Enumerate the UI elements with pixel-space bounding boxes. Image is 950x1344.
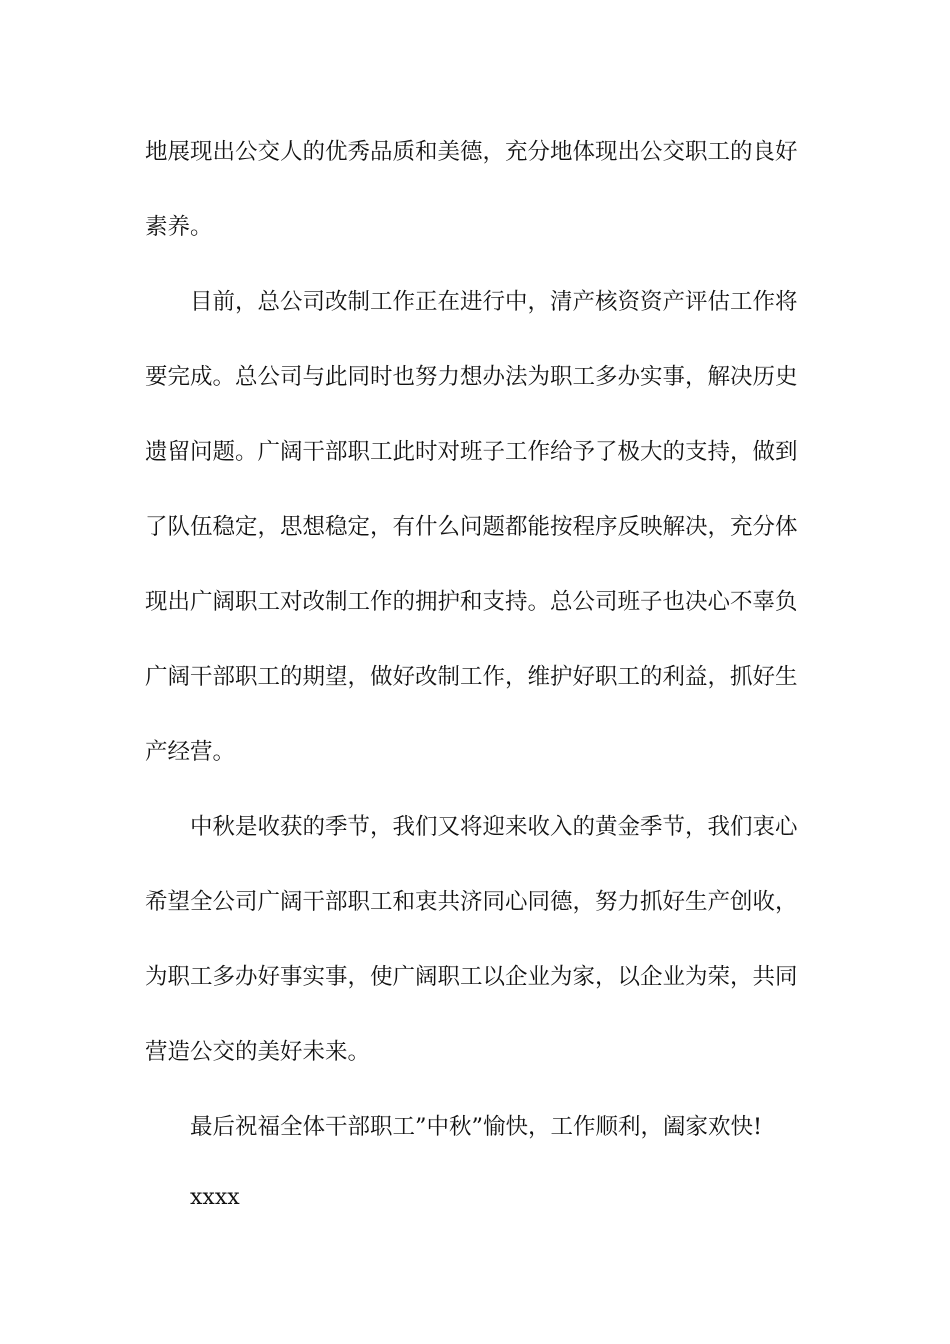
paragraph-2-line-3: 遗留问题。广阔干部职工此时对班子工作给予了极大的支持，做到	[145, 439, 798, 465]
paragraph-2-line-4: 了队伍稳定，思想稳定，有什么问题都能按程序反映解决，充分体	[145, 514, 798, 540]
paragraph-1-line-2: 素养。	[145, 214, 213, 240]
paragraph-3-line-2: 希望全公司广阔干部职工和衷共济同心同德，努力抓好生产创收，	[145, 889, 798, 915]
paragraph-2-line-1: 目前，总公司改制工作正在进行中，清产核资资产评估工作将	[190, 289, 798, 315]
paragraph-4-line-1: 最后祝福全体干部职工”中秋”愉快，工作顺利，阖家欢快!	[190, 1114, 763, 1140]
paragraph-3-line-3: 为职工多办好事实事，使广阔职工以企业为家，以企业为荣，共同	[145, 964, 798, 990]
paragraph-2-line-7: 产经营。	[145, 739, 236, 765]
signature: xxxx	[190, 1185, 240, 1210]
paragraph-3-line-1: 中秋是收获的季节，我们又将迎来收入的黄金季节，我们衷心	[190, 814, 798, 840]
paragraph-2-line-2: 要完成。总公司与此同时也努力想办法为职工多办实事，解决历史	[145, 364, 798, 390]
paragraph-2-line-5: 现出广阔职工对改制工作的拥护和支持。总公司班子也决心不辜负	[145, 589, 798, 615]
paragraph-1-line-1: 地展现出公交人的优秀品质和美德，充分地体现出公交职工的良好	[145, 139, 798, 165]
paragraph-2-line-6: 广阔干部职工的期望，做好改制工作，维护好职工的利益，抓好生	[145, 664, 798, 690]
paragraph-3-line-4: 营造公交的美好未来。	[145, 1039, 371, 1065]
